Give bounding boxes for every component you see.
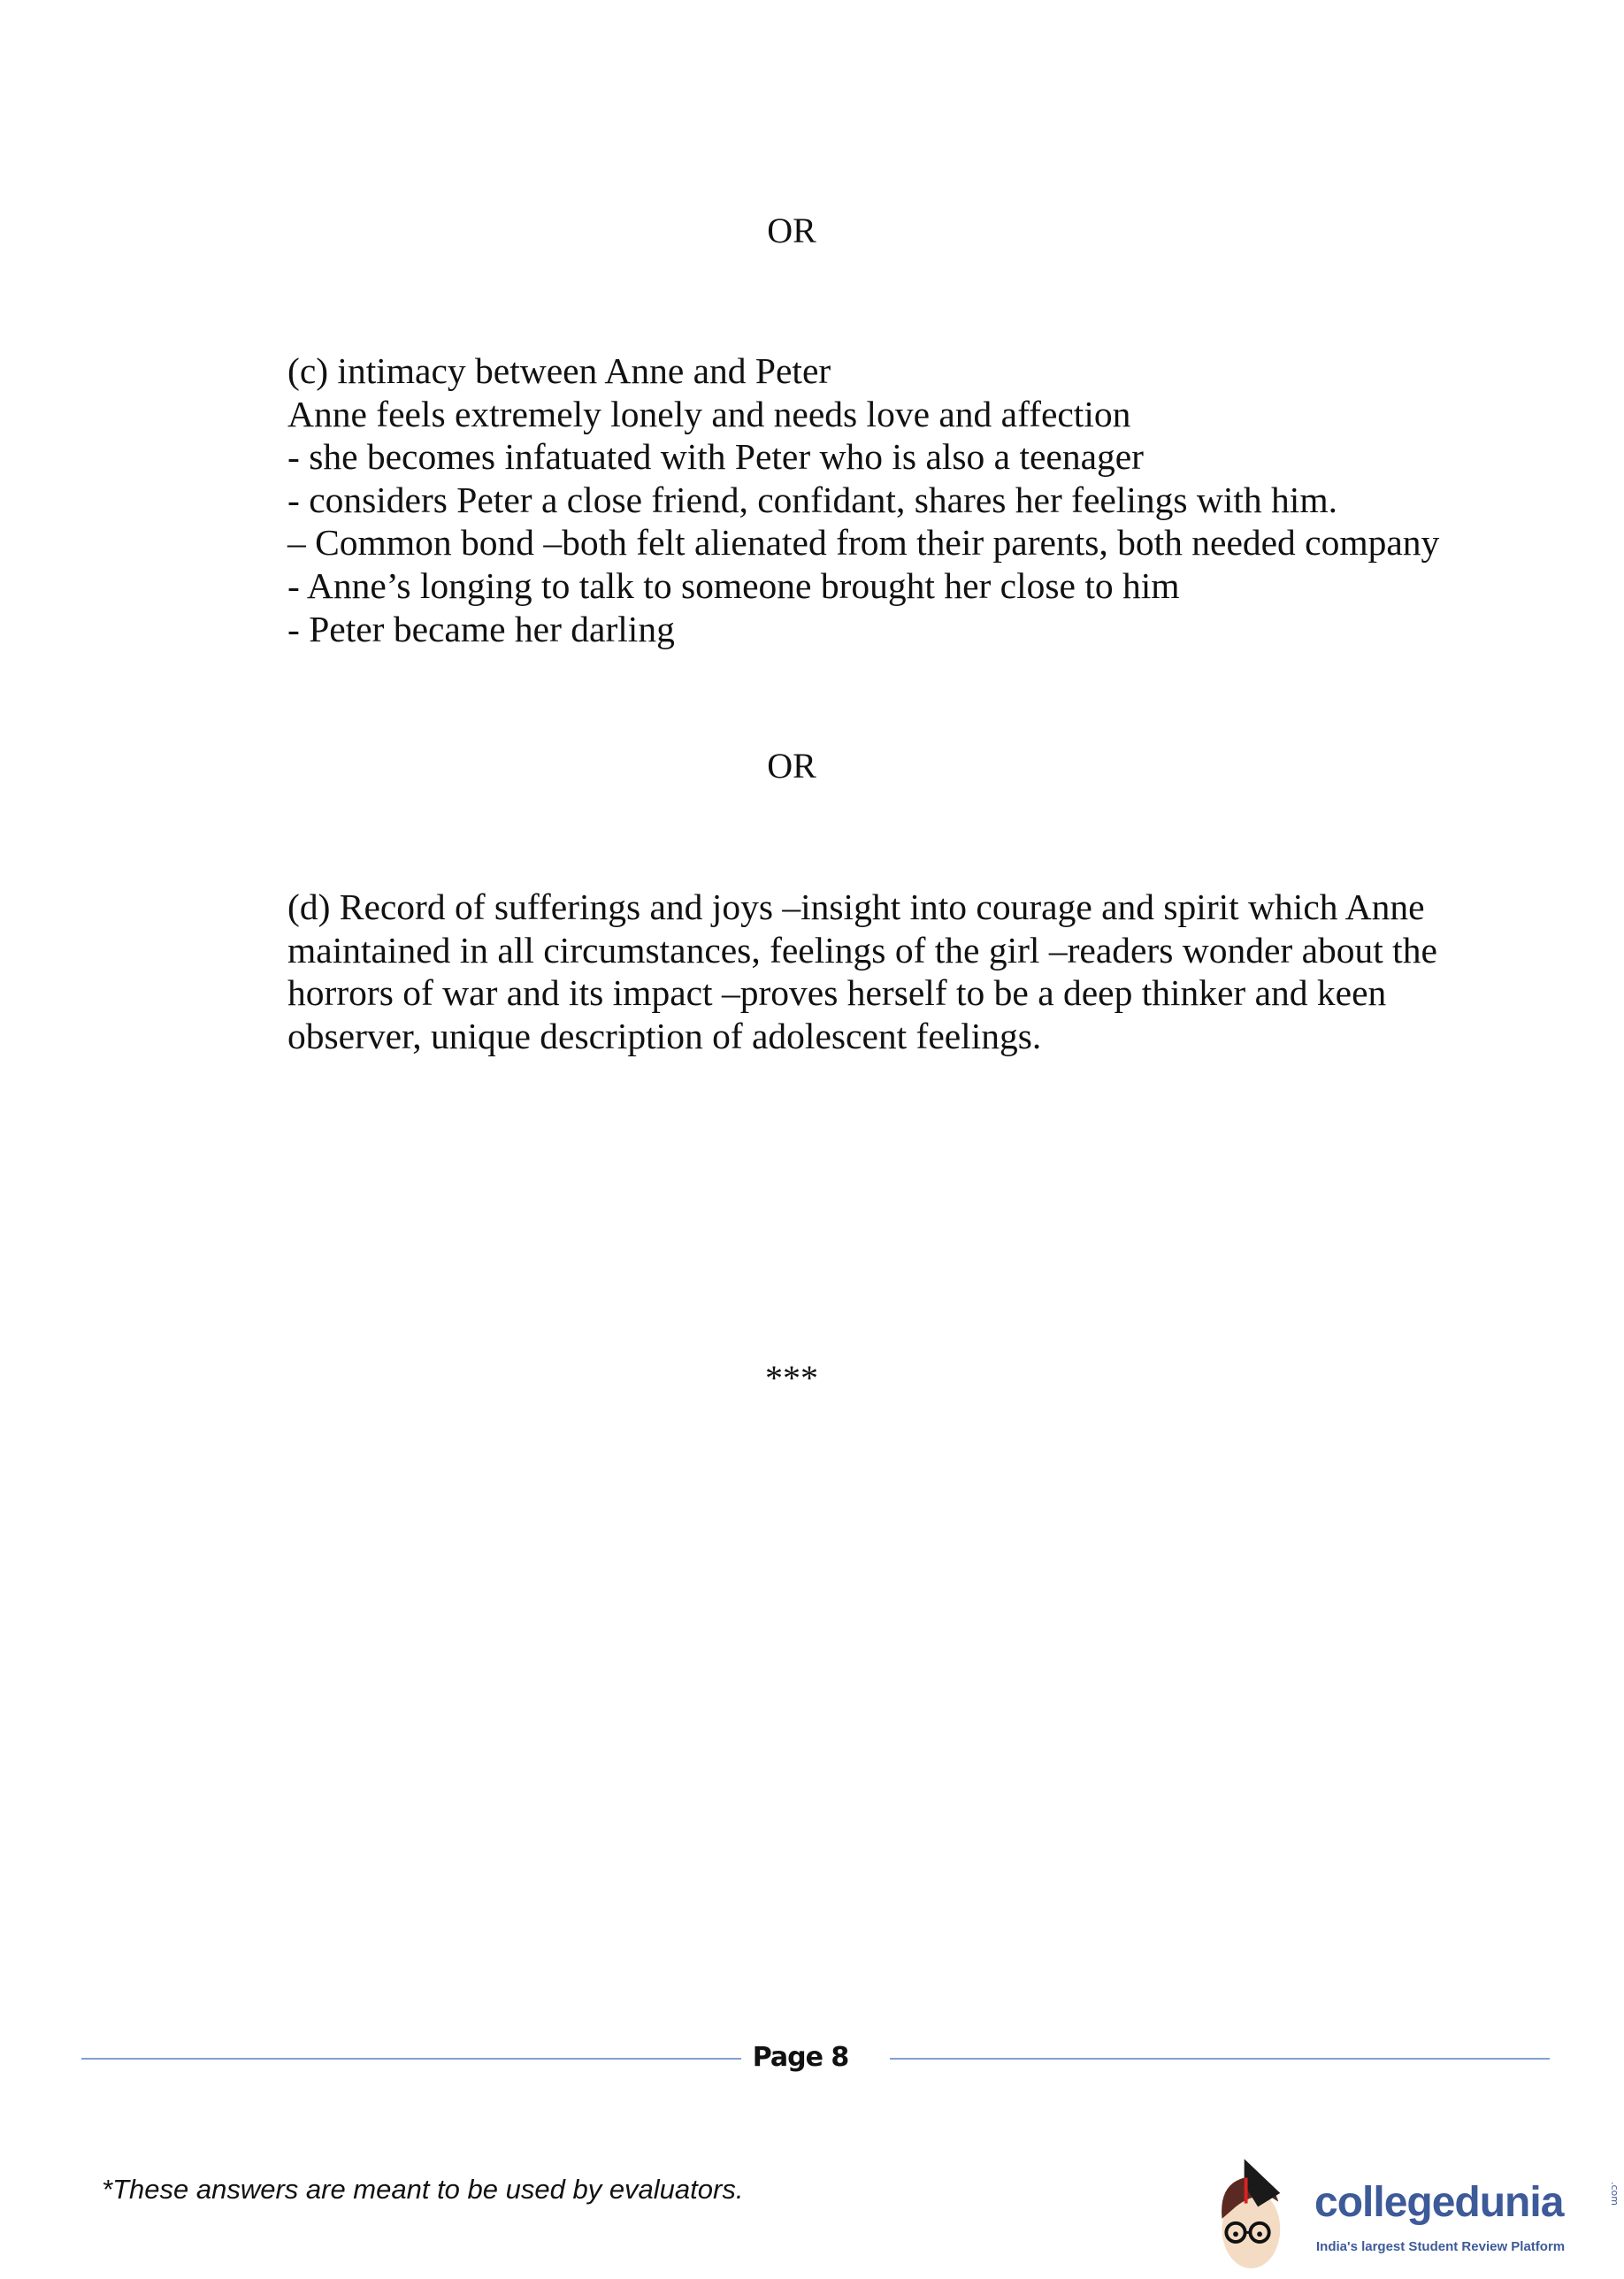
footer-rule-left [81,2058,741,2060]
answer-c-line: – Common bond –both felt alienated from their parents, both needed company [287,522,1440,564]
answer-c-heading: (c) intimacy between Anne and Peter [287,350,831,391]
page-number: Page 8 [752,2042,849,2073]
answer-c-line: - Peter became her darling [287,608,675,649]
answer-c-line: - she becomes infatuated with Peter who is also a teenager [287,436,1144,478]
mascot-icon [1210,2157,1313,2277]
answer-c [287,349,1439,650]
end-mark: *** [765,1358,818,1398]
evaluator-note: *These answers are meant to be used by evaluators. [102,2174,744,2205]
answer-c-line: - Anne’s longing to talk to someone brought her close to him [287,564,1180,606]
logo-tagline: India's largest Student Review Platform [1316,2239,1566,2254]
collegedunia-logo [1210,2157,1622,2277]
answer-d: (d) Record of sufferings and joys –insight into courage and spirit which Anne maintained in all circumstances, feelings of the girl –readers wonder about the horrors of war and its impact –proves herself to be a deep thinker and keen observer, unique description of adolescent feelings. [287,886,1437,1056]
footer-rule-right [890,2058,1550,2060]
logo-suffix: .com [1609,2182,1620,2206]
answer-c-line: - considers Peter a close friend, confidant, shares her feelings with him. [287,479,1337,520]
or-separator: OR [767,211,816,250]
logo-brand: collegedunia [1314,2179,1564,2226]
answer-c-line: Anne feels extremely lonely and needs love and affection [287,393,1131,434]
or-separator: OR [767,746,816,786]
